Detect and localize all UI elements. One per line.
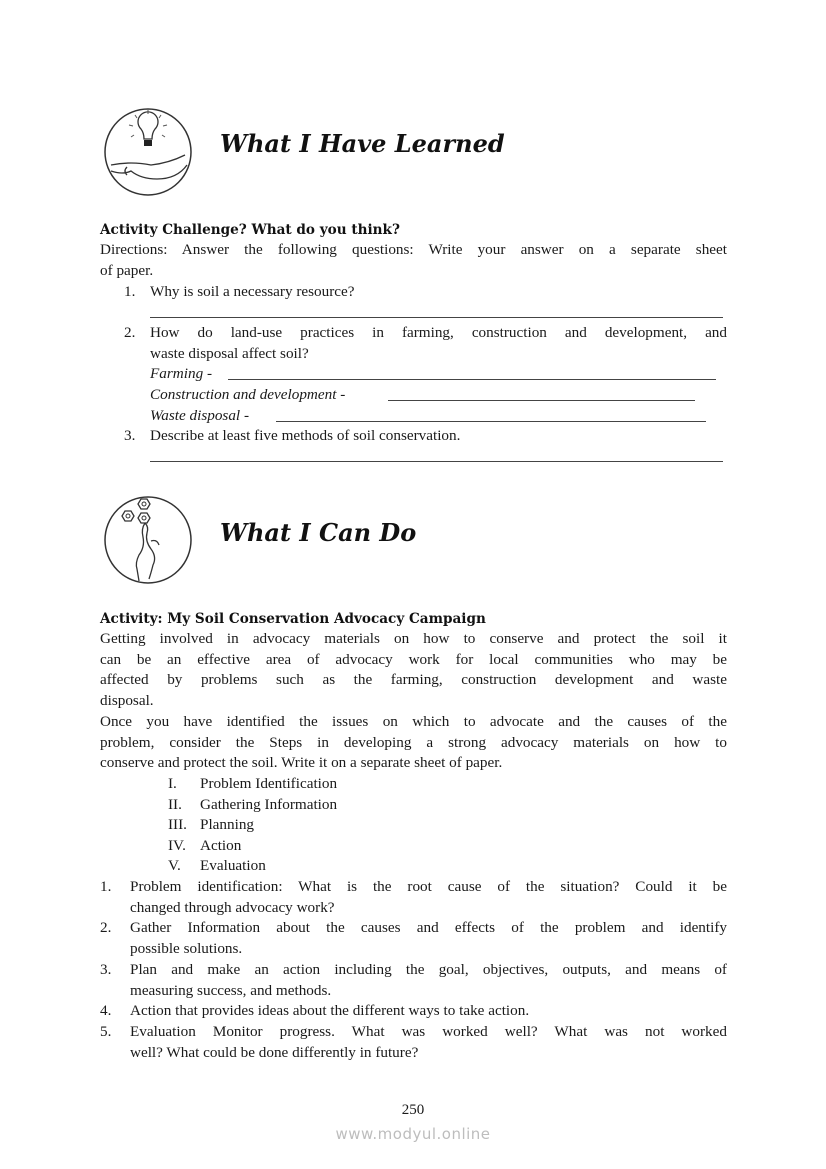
paragraph-line: can be an effective area of advocacy work for local communities who may be <box>100 650 727 668</box>
paragraph-line: conserve and protect the soil. Write it on a separate sheet of paper. <box>100 754 503 772</box>
step-label: Evaluation <box>200 857 266 874</box>
directions-line: of paper. <box>100 261 154 279</box>
paragraph-line: problem, consider the Steps in developing a strong advocacy materials on how to <box>100 733 727 751</box>
detail-item <box>130 1001 727 1022</box>
paragraph-line: Once you have identified the issues on which to advocate and the causes of the <box>100 712 727 730</box>
answer-line-farming[interactable] <box>228 379 716 380</box>
question-number: 2. <box>124 324 136 341</box>
question-text-line: waste disposal affect soil? <box>150 344 309 362</box>
paragraph-line: Getting involved in advocacy materials on how to conserve and protect the soil it <box>100 630 727 647</box>
paragraph-line: disposal. <box>100 692 154 710</box>
section-title-what-i-can-do: What I Can Do <box>220 518 417 547</box>
question-number: 1. <box>124 283 136 300</box>
question-text: Why is soil a necessary resource? <box>150 283 355 300</box>
step-label: Action <box>200 837 242 854</box>
detail-item <box>130 1022 727 1063</box>
directions-text <box>100 240 727 281</box>
detail-line: Evaluation Monitor progress. What was worked well? What was not worked <box>130 1023 727 1040</box>
paragraph-line: affected by problems such as the farming, construction development and waste <box>100 671 727 689</box>
answer-line-construction[interactable] <box>388 400 695 401</box>
detail-line: well? What could be done differently in future? <box>130 1043 419 1061</box>
detail-line: measuring success, and methods. <box>130 981 332 999</box>
question-text-line: How do land-use practices in farming, construction and development, and <box>150 324 727 341</box>
step-label: Planning <box>200 816 255 833</box>
detail-line: Action that provides ideas about the different ways to take action. <box>130 1002 530 1019</box>
sub-item-construction: Construction and development - <box>150 386 346 403</box>
detail-line: Gather Information about the causes and effects of the problem and identify <box>130 919 727 936</box>
detail-number: 4. <box>100 1002 112 1019</box>
section-title-what-i-have-learned: What I Have Learned <box>220 129 505 158</box>
detail-line: changed through advocacy work? <box>130 898 335 916</box>
detail-line: Plan and make an action including the goal, objectives, outputs, and means of <box>130 961 727 978</box>
lightbulb-in-hand-icon <box>103 107 193 197</box>
detail-item <box>130 918 727 959</box>
sub-item-farming: Farming - <box>150 365 213 382</box>
detail-number: 3. <box>100 961 112 978</box>
step-numeral: V. <box>168 857 181 874</box>
activity-title: Activity: My Soil Conservation Advocacy Campaign <box>100 611 486 627</box>
detail-line: possible solutions. <box>130 939 243 957</box>
step-numeral: III. <box>168 816 187 833</box>
answer-line-waste-disposal[interactable] <box>276 421 706 422</box>
hand-with-gears-icon <box>103 495 193 585</box>
detail-number: 2. <box>100 919 112 936</box>
watermark: www.modyul.online <box>335 1125 491 1143</box>
answer-line[interactable] <box>150 461 723 462</box>
sub-item-waste-disposal: Waste disposal - <box>150 407 250 424</box>
step-numeral: II. <box>168 796 182 813</box>
intro-paragraph <box>100 629 727 774</box>
activity-challenge-title: Activity Challenge? What do you think? <box>100 222 400 238</box>
detail-item <box>130 877 727 918</box>
detail-item <box>130 960 727 1001</box>
detail-line: Problem identification: What is the root cause of the situation? Could it be <box>130 878 727 895</box>
question-text <box>150 323 727 364</box>
step-label: Problem Identification <box>200 775 338 792</box>
step-numeral: I. <box>168 775 177 792</box>
directions-line: Directions: Answer the following questions: Write your answer on a separate sheet <box>100 241 727 258</box>
answer-line[interactable] <box>150 317 723 318</box>
question-number: 3. <box>124 427 136 444</box>
question-text: Describe at least five methods of soil conservation. <box>150 427 461 444</box>
page-number: 250 <box>401 1102 425 1118</box>
detail-number: 1. <box>100 878 112 895</box>
step-numeral: IV. <box>168 837 186 854</box>
step-label: Gathering Information <box>200 796 338 813</box>
detail-number: 5. <box>100 1023 112 1040</box>
